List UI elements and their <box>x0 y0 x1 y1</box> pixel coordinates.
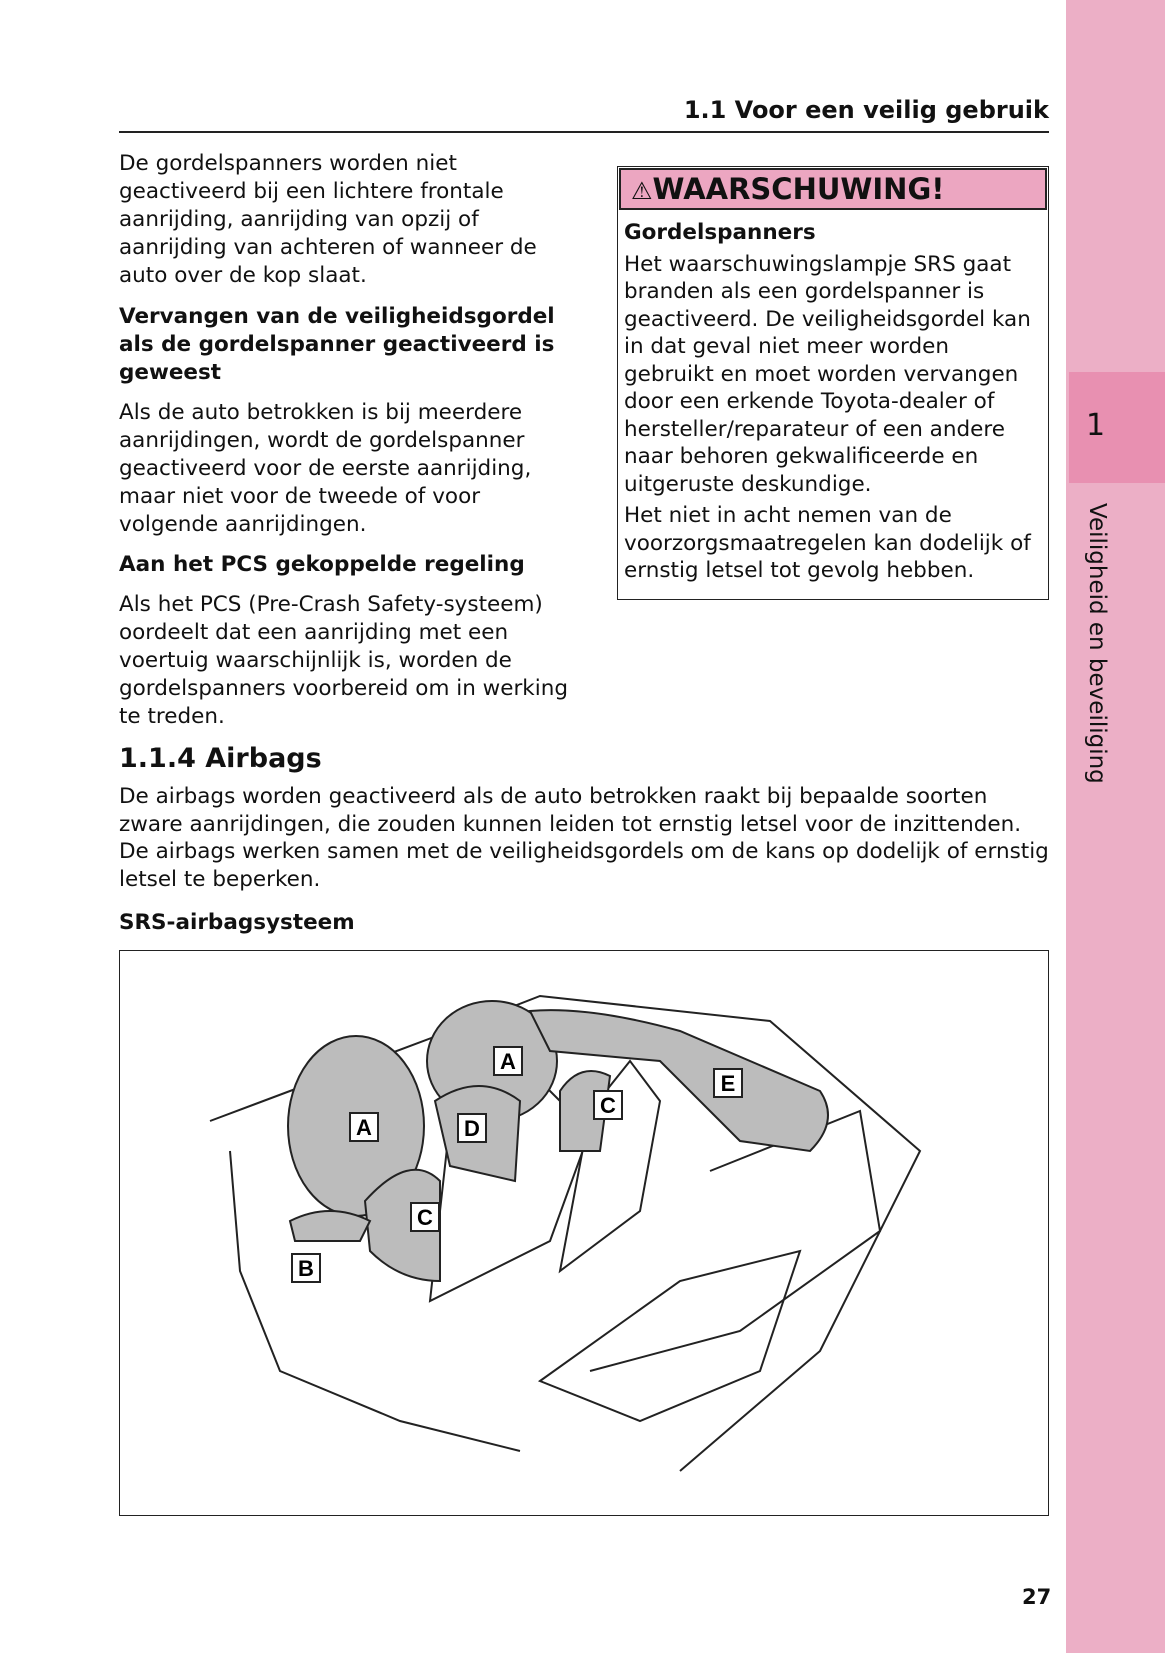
label-b <box>292 1254 320 1282</box>
section-header: 1.1 Voor een veilig gebruik <box>683 96 1049 124</box>
svg-text:C: C <box>600 1093 616 1118</box>
label-a-passenger <box>494 1047 522 1075</box>
warning-header <box>619 168 1047 210</box>
warning-title: WAARSCHUWING! <box>652 172 945 206</box>
svg-text:E: E <box>720 1071 736 1096</box>
subheading: Aan het PCS gekoppelde regeling <box>119 552 525 577</box>
paragraph: De gordelspanners worden niet geactiveerd bij een lichtere frontale aanrijding, aanrijding van opzij of aanrijding van achteren of wanneer de auto over de kop slaat. <box>119 151 537 288</box>
label-d <box>458 1114 486 1142</box>
chapter-sidebar <box>1066 0 1165 1653</box>
warning-subtitle: Gordelspanners <box>624 220 816 245</box>
svg-text:C: C <box>417 1205 433 1230</box>
subheading: Vervangen van de veiligheidsgordel als de gordelspanner geactiveerd is geweest <box>119 304 555 385</box>
label-e <box>714 1069 742 1097</box>
label-c-front <box>411 1203 439 1231</box>
warning-text: Het niet in acht nemen van de voorzorgsmaatregelen kan dodelijk of ernstig letsel tot gevolg hebben. <box>624 503 1031 583</box>
chapter-number: 1 <box>1086 408 1106 443</box>
header-rule <box>119 131 1049 133</box>
section-text: De airbags worden geactiveerd als de auto betrokken raakt bij bepaalde soorten zware aanrijdingen, die zouden kunnen leiden tot ernstig letsel voor de inzittenden. De airbags werken samen met de veiligheidsgordels om de kans op dodelijk of ernstig letsel te beperken. <box>119 784 1049 892</box>
warning-triangle-icon: ⚠ <box>631 177 653 205</box>
label-c-rear <box>594 1091 622 1119</box>
label-a-front <box>350 1113 378 1141</box>
paragraph: Als het PCS (Pre-Crash Safety-systeem) oordeelt dat een aanrijding met een voertuig waarschijnlijk is, worden de gordelspanners voorbereid om in werking te treden. <box>119 592 569 729</box>
figure-title: SRS-airbagsysteem <box>119 910 355 935</box>
svg-text:B: B <box>298 1256 314 1281</box>
chapter-tab[interactable] <box>1069 372 1165 483</box>
airbag-illustration <box>119 950 1049 1516</box>
svg-text:A: A <box>356 1115 372 1140</box>
paragraph: Als de auto betrokken is bij meerdere aanrijdingen, wordt de gordelspanner geactiveerd voor de eerste aanrijding, maar niet voor de tweede of voor volgende aanrijdingen. <box>119 400 532 537</box>
left-column <box>119 150 569 731</box>
warning-text: Het waarschuwingslampje SRS gaat branden als een gordelspanner is geactiveerd. De veiligheidsgordel kan in dat geval niet meer worden gebruikt en moet worden vervangen door een erkende Toyota-dealer of hersteller/reparateur of een andere naar behoren gekwalificeerde en uitgeruste deskundige. <box>624 251 1031 497</box>
svg-text:A: A <box>500 1049 516 1074</box>
car-interior-drawing <box>120 951 1047 1514</box>
page-number: 27 <box>1022 1585 1052 1609</box>
warning-box <box>617 166 1049 600</box>
svg-text:D: D <box>464 1116 480 1141</box>
chapter-title: Veiligheid en beveiliging <box>1084 503 1110 784</box>
section-title: 1.1.4 Airbags <box>119 743 322 774</box>
